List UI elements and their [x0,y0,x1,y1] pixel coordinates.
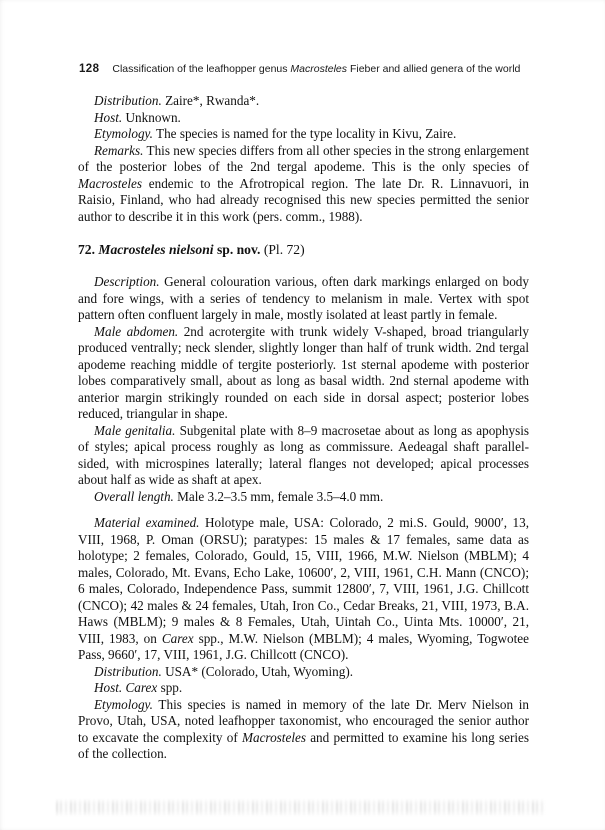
paragraph-distribution-usa [78,664,529,681]
paragraph-host-carex [78,680,529,697]
paragraph-description [78,274,529,324]
text-segment: (Pl. 72) [260,242,305,257]
text-segment: 2nd acrotergite with trunk widely V-shaped, broad triangularly produced ventrally; neck slender, slightly longer than half of trunk width. 2nd tergal apodeme reaching middle of tergite posteriorly. 1st sternal apodeme with posterior lobes comparatively small, about as long as basal width. 2nd sternal apodeme with anterior margin strikingly rounded on each side in dorsal aspect; posterior lobes reduced, triangular in shape. [78,323,529,421]
running-title [112,63,520,75]
text-segment: 72. [78,242,99,257]
text-segment: Overall length. [94,488,174,504]
text-segment: Host. [94,680,123,695]
text-segment: endemic to the Afrotropical region. The late Dr. R. Linnavuori, in Raisio, Finland, who had already recognised this new species permitted the senior author to describe it in this work (pers. comm., 1988). [78,175,529,224]
text-segment: The species is named for the type locality in Kivu, Zaire. [152,126,457,141]
paragraph-material-examined [78,515,529,664]
paragraph-overall-length [78,489,529,506]
text-segment: Carex [125,680,158,695]
bottom-scan-artifact [56,799,545,816]
text-segment: Macrosteles [242,729,306,745]
text-segment: Etymology. [94,696,153,712]
text-segment: Remarks. [94,142,144,158]
text-segment: This species is named in memory of the late Dr. Merv Nielson in Provo, Utah, USA, noted leafhopper taxonomist, who encouraged the senior author to excavate the complexity of [78,696,529,745]
page-number: 128 [79,63,100,75]
text-segment: sp. nov. [213,242,261,257]
text-column [78,93,529,763]
text-segment: Classification of the leafhopper genus [112,63,291,75]
text-segment: Material examined. [94,515,200,530]
text-segment: Zaire*, Rwanda*. [161,93,260,108]
running-header [79,63,539,75]
paragraph-distribution-zaire [78,93,529,110]
text-segment: Carex [161,630,194,646]
paragraph-remarks [78,143,529,226]
text-segment: Macrosteles [78,175,142,191]
paragraph-male-abdomen [78,324,529,423]
paragraph-etymology-kivu [78,126,529,143]
text-segment: spp. [157,680,183,695]
text-segment: Host. [94,109,123,125]
text-segment: and permitted to examine his long series of the collection. [78,729,529,761]
species-heading [78,241,529,258]
paragraph-etymology-nielson [78,697,529,763]
text-segment: Subgenital plate with 8–9 macrosetae about as long as apophysis of styles; apical process roughly as long as commissure. Aedeagal shaft parallel-sided, with microspines laterally; lateral flanges not developed; apical processes about half as wide as shaft at apex. [78,422,530,487]
text-segment: Holotype male, USA: Colorado, 2 mi.S. Gould, 9000′, 13, VIII, 1968, P. Oman (ORSU); paratypes: 15 males & 17 females, same data as holotype; 2 females, Colorado, Gould, 15, VIII, 1966, M.W. Nielson (MBLM); 4 males, Colorado, Mt. Evans, Echo Lake, 10600′, 2, VIII, 1961, C.H. Mann (CNCO); 6 males, Colorado, Independence Pass, summit 12800′, 7, VIII, 1961, J.G. Chillcott (CNCO); 42 males & 24 females, Utah, Iron Co., Cedar Breaks, 21, VIII, 1973, B.A. Haws (MBLM); 9 males & 8 Females, Utah, Uintah Co., Uinta Mts. 10000′, 21, VIII, 1983, on [78,515,529,646]
text-segment: Distribution. [94,93,162,108]
text-segment: Fieber and allied genera of the world [347,63,521,75]
text-segment: General colouration various, often dark markings enlarged on body and fore wings, with a series of tendency to melanism in male. Vertex with spot pattern often confluent largely in male, mostly isolated at least partly in female. [78,274,529,322]
text-segment: Unknown. [122,109,181,125]
text-segment: Macrosteles nielsoni [98,242,214,257]
text-segment: This new species differs from all other species in the strong enlargement of the posterior lobes of the 2nd tergal apodeme. This is the only species of [78,142,529,174]
text-segment: Male 3.2–3.5 mm, female 3.5–4.0 mm. [173,488,384,504]
text-segment: Distribution. [94,663,162,679]
text-segment: Macrosteles [290,63,348,75]
text-segment: Description. [94,274,160,289]
text-segment: spp., M.W. Nielson (MBLM); 4 males, Wyoming, Togwotee Pass, 9660′, 17, VIII, 1961, J.G. Chillcott (CNCO). [78,630,529,662]
text-segment: Male genitalia. [94,422,176,438]
text-segment: USA* (Colorado, Utah, Wyoming). [161,663,354,679]
paragraph-host-unknown [78,110,529,127]
paragraph-male-genitalia [78,423,529,489]
text-segment: Male abdomen. [94,323,179,339]
text-segment: Etymology. [94,126,153,141]
